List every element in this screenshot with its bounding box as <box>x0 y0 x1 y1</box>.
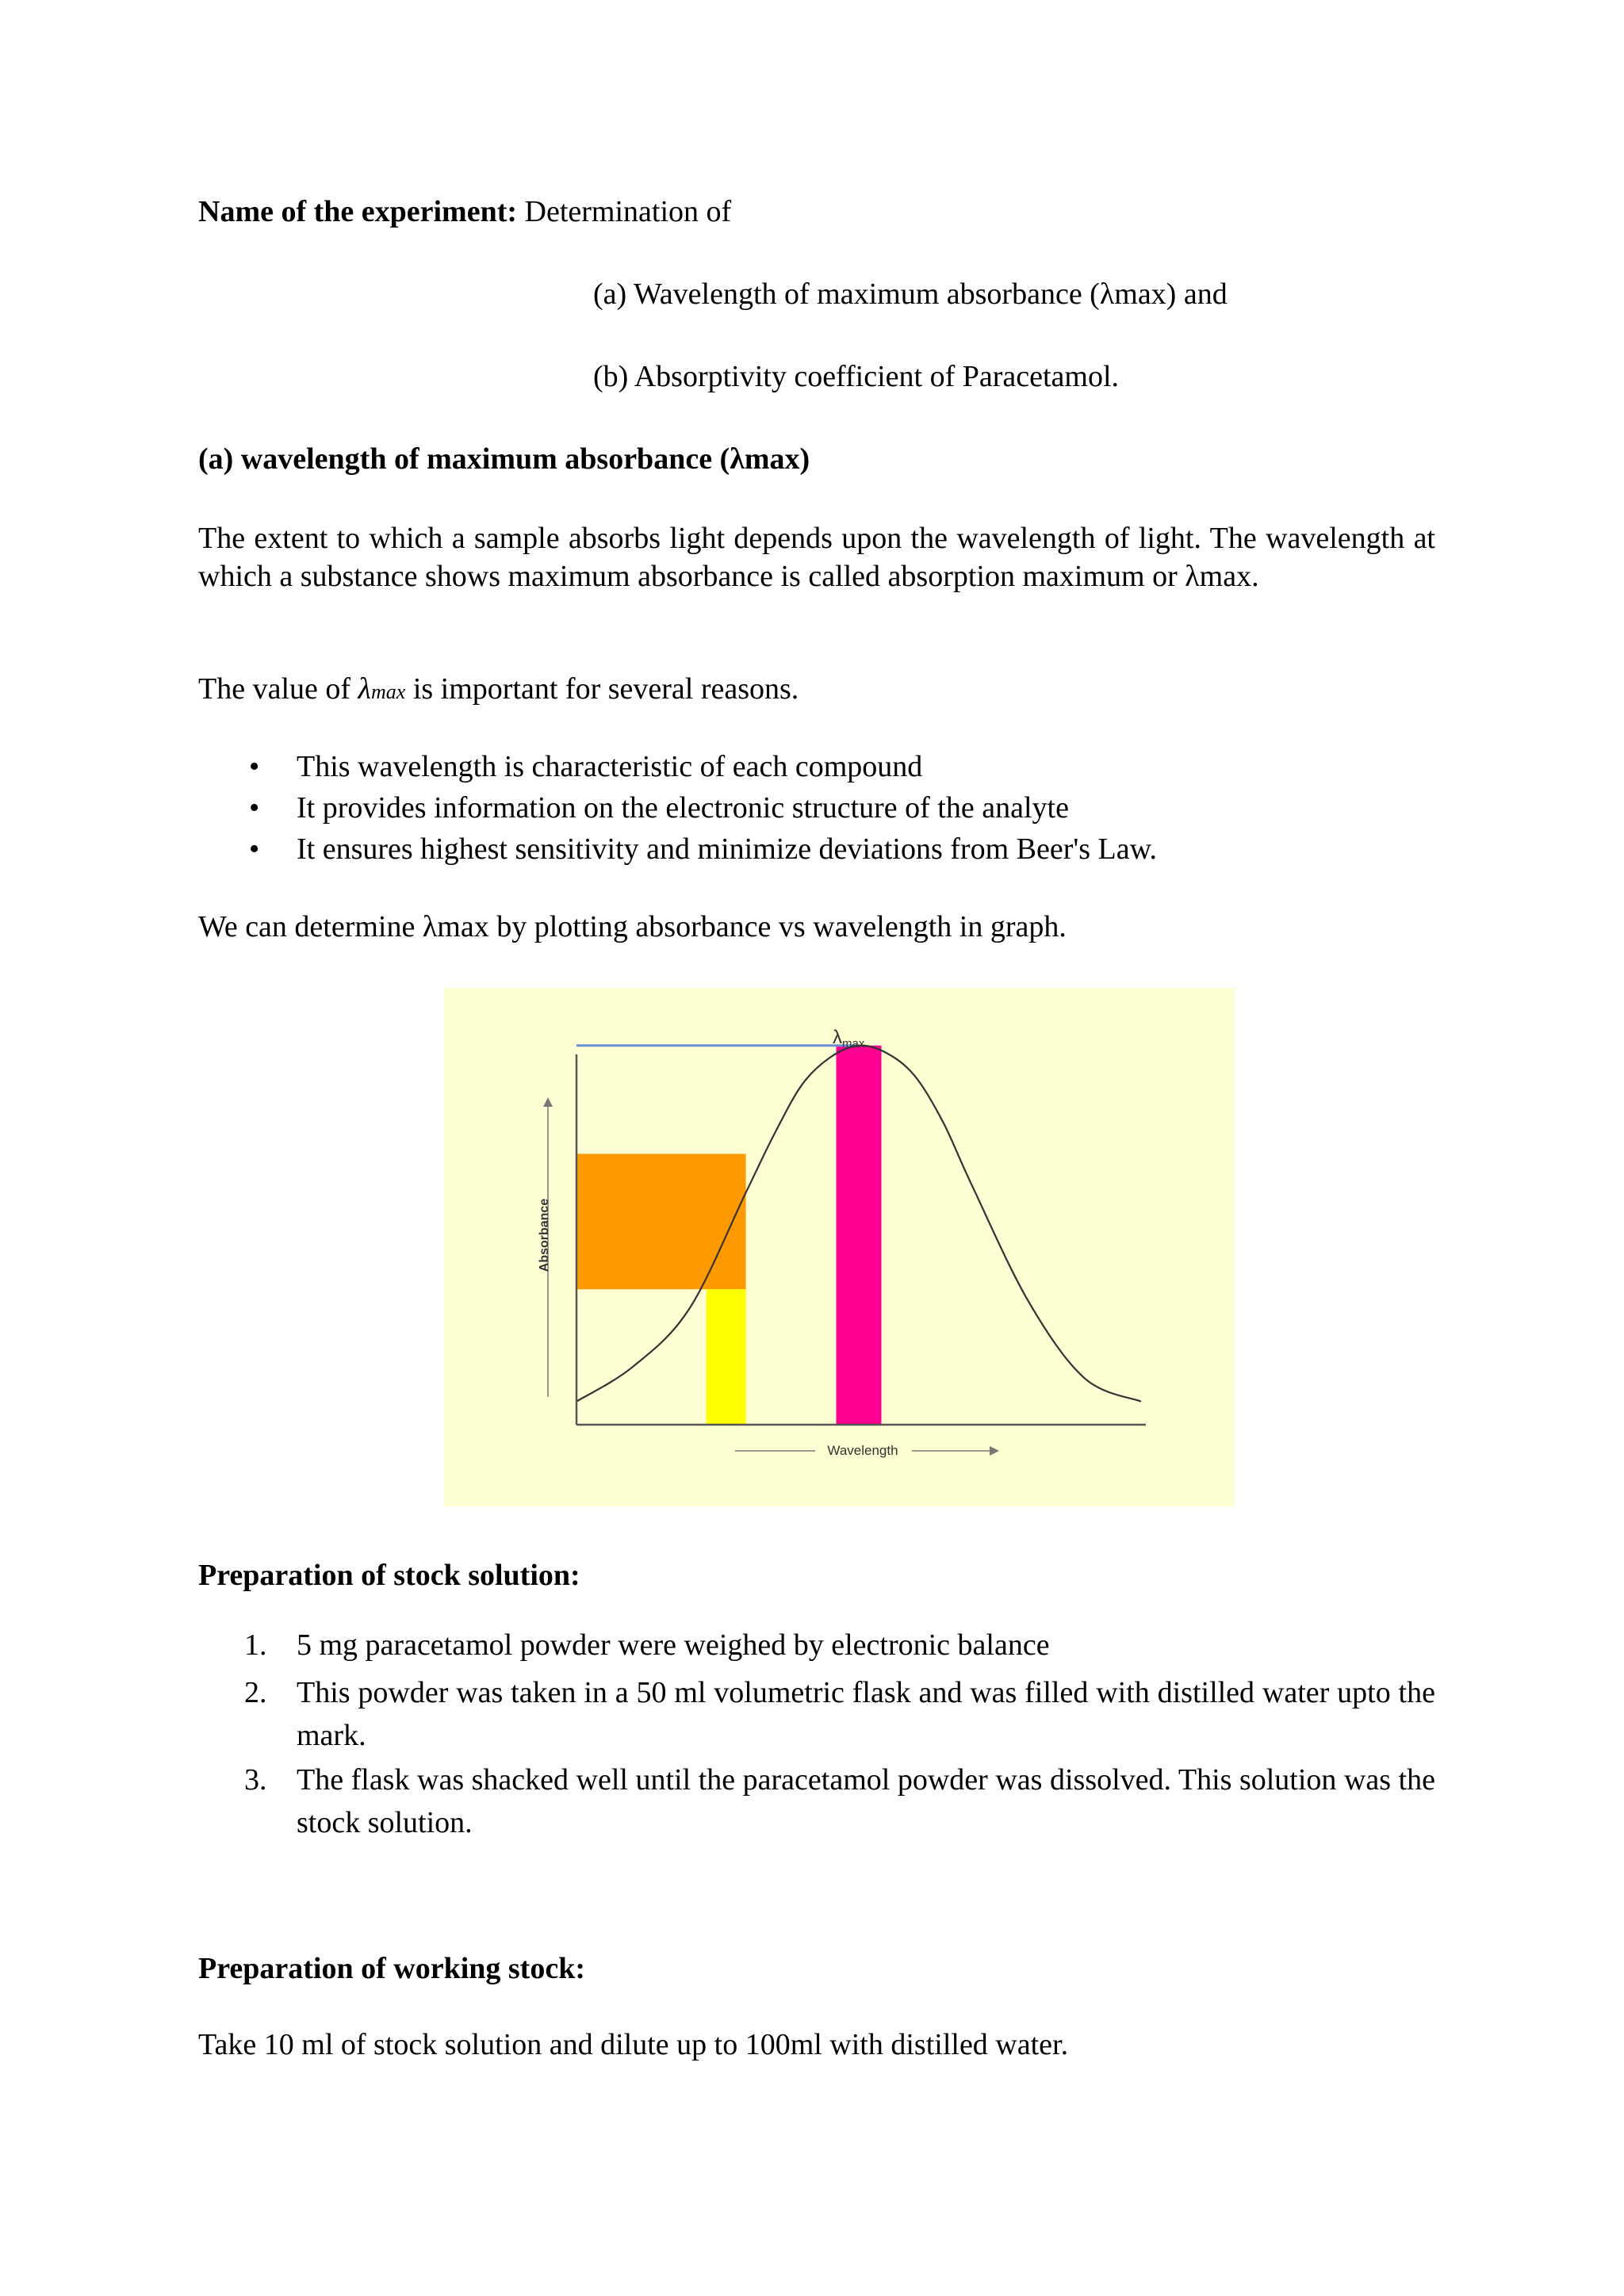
bullet-icon: • <box>249 832 260 866</box>
y-axis-label: Absorbance <box>538 1198 551 1272</box>
list-item <box>198 790 1157 831</box>
stock-steps <box>198 1627 1435 1844</box>
bullet-text: It ensures highest sensitivity and minimize deviations from Beer's Law. <box>297 832 1158 866</box>
section-a-paragraph-1: The extent to which a sample absorbs light depends upon the wavelength of light. The wavelength at which a substance shows maximum absorbance is called absorption maximum or λmax. <box>198 522 1435 593</box>
section-a-paragraph-2 <box>198 671 799 709</box>
working-heading: Preparation of working stock: <box>198 1952 585 1985</box>
list-item <box>198 1671 1435 1758</box>
bullet-text: This wavelength is characteristic of each compound <box>297 750 923 783</box>
para2-pre: The value of <box>198 672 358 706</box>
bullet-text: It provides information on the electronic structure of the analyte <box>297 791 1069 825</box>
experiment-text: Determination of <box>524 195 732 228</box>
list-item <box>198 748 1157 790</box>
para2-post: is important for several reasons. <box>405 672 799 706</box>
step-text: This powder was taken in a 50 ml volumetric flask and was filled with distilled water upto the mark. <box>297 1676 1435 1752</box>
bullet-icon: • <box>249 791 260 825</box>
list-item <box>198 1627 1435 1671</box>
stock-heading: Preparation of stock solution: <box>198 1559 580 1592</box>
objective-a: (a) Wavelength of maximum absorbance (λmax) and <box>593 277 1228 311</box>
step-number: 3. <box>244 1763 267 1797</box>
reasons-list <box>198 748 1157 872</box>
peak-band <box>837 1046 882 1425</box>
lambda-symbol: λ <box>358 672 371 706</box>
step-number: 1. <box>244 1628 267 1662</box>
section-a-heading: (a) wavelength of maximum absorbance (λmax) <box>198 442 810 476</box>
lambda-max-sub: max <box>842 1037 865 1050</box>
section-a-paragraph-3: We can determine λmax by plotting absorbance vs wavelength in graph. <box>198 910 1067 943</box>
step-text: 5 mg paracetamol powder were weighed by electronic balance <box>297 1628 1050 1662</box>
objective-b: (b) Absorptivity coefficient of Paracetamol. <box>593 360 1120 393</box>
list-item <box>198 831 1157 872</box>
absorbance-figure <box>444 988 1235 1506</box>
lambda-subscript: max <box>371 680 406 703</box>
list-item <box>198 1758 1435 1844</box>
step-text: The flask was shacked well until the paracetamol powder was dissolved. This solution was the stock solution. <box>297 1763 1435 1839</box>
absorbance-block <box>576 1154 746 1289</box>
working-text: Take 10 ml of stock solution and dilute up to 100ml with distilled water. <box>198 2028 1069 2061</box>
lambda-max-symbol: λ <box>833 1027 842 1048</box>
slope-band <box>707 1289 746 1425</box>
step-number: 2. <box>244 1676 267 1709</box>
experiment-title <box>198 193 731 232</box>
bullet-icon: • <box>249 750 260 783</box>
experiment-label: Name of the experiment: <box>198 195 518 228</box>
x-axis-label: Wavelength <box>827 1443 898 1458</box>
